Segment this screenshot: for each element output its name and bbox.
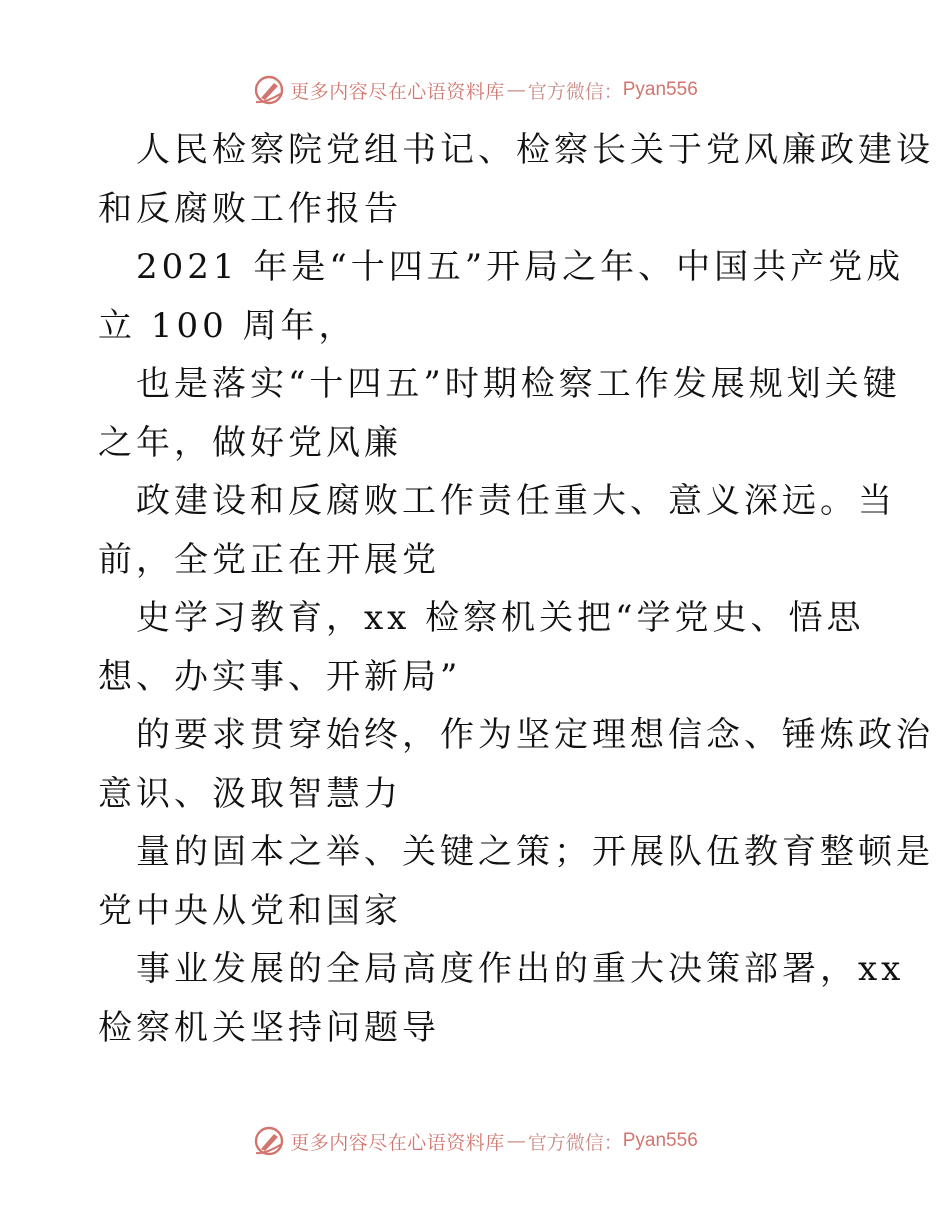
text-line: 检察机关坚持问题导: [98, 1007, 440, 1048]
pen-logo-icon: [252, 1124, 286, 1158]
header-banner: [0, 70, 950, 110]
text-line: 人民检察院党组书记、检察长关于党风廉政建设: [136, 130, 934, 170]
text-line: 事业发展的全局高度作出的重大决策部署，xx: [136, 949, 905, 989]
banner-separator: —: [506, 1130, 526, 1152]
text-line: 史学习教育，xx 检察机关把“学党史、悟思: [136, 598, 865, 638]
wechat-label: 官方微信：: [527, 1131, 623, 1154]
banner-text: 更多内容尽在心语资料库: [290, 80, 505, 103]
text-line: 和反腐败工作报告: [98, 188, 402, 229]
document-body: [98, 121, 934, 1057]
text-line: 之年，做好党风廉: [98, 422, 402, 463]
text-line: 量的固本之举、关键之策；开展队伍教育整顿是: [136, 832, 934, 872]
banner-separator: —: [506, 79, 526, 101]
text-line: 想、办实事、开新局”: [98, 656, 462, 697]
wechat-id: Pyan556: [622, 1130, 698, 1151]
text-line: 前，全党正在开展党: [98, 539, 440, 580]
text-line: 立 100 周年，: [98, 305, 357, 346]
pen-logo-icon: [252, 73, 286, 107]
banner-text: 更多内容尽在心语资料库: [290, 1131, 505, 1154]
wechat-label: 官方微信：: [527, 80, 623, 103]
text-line: 党中央从党和国家: [98, 890, 402, 931]
text-line: 意识、汲取智慧力: [98, 773, 402, 814]
text-line: 2021 年是“十四五”开局之年、中国共产党成: [136, 247, 905, 287]
text-line: 政建设和反腐败工作责任重大、意义深远。当: [136, 481, 896, 521]
text-line: 也是落实“十四五”时期检察工作发展规划关键: [136, 364, 901, 404]
footer-banner: [0, 1121, 950, 1161]
wechat-id: Pyan556: [622, 79, 698, 100]
text-line: 的要求贯穿始终，作为坚定理想信念、锤炼政治: [136, 715, 934, 755]
